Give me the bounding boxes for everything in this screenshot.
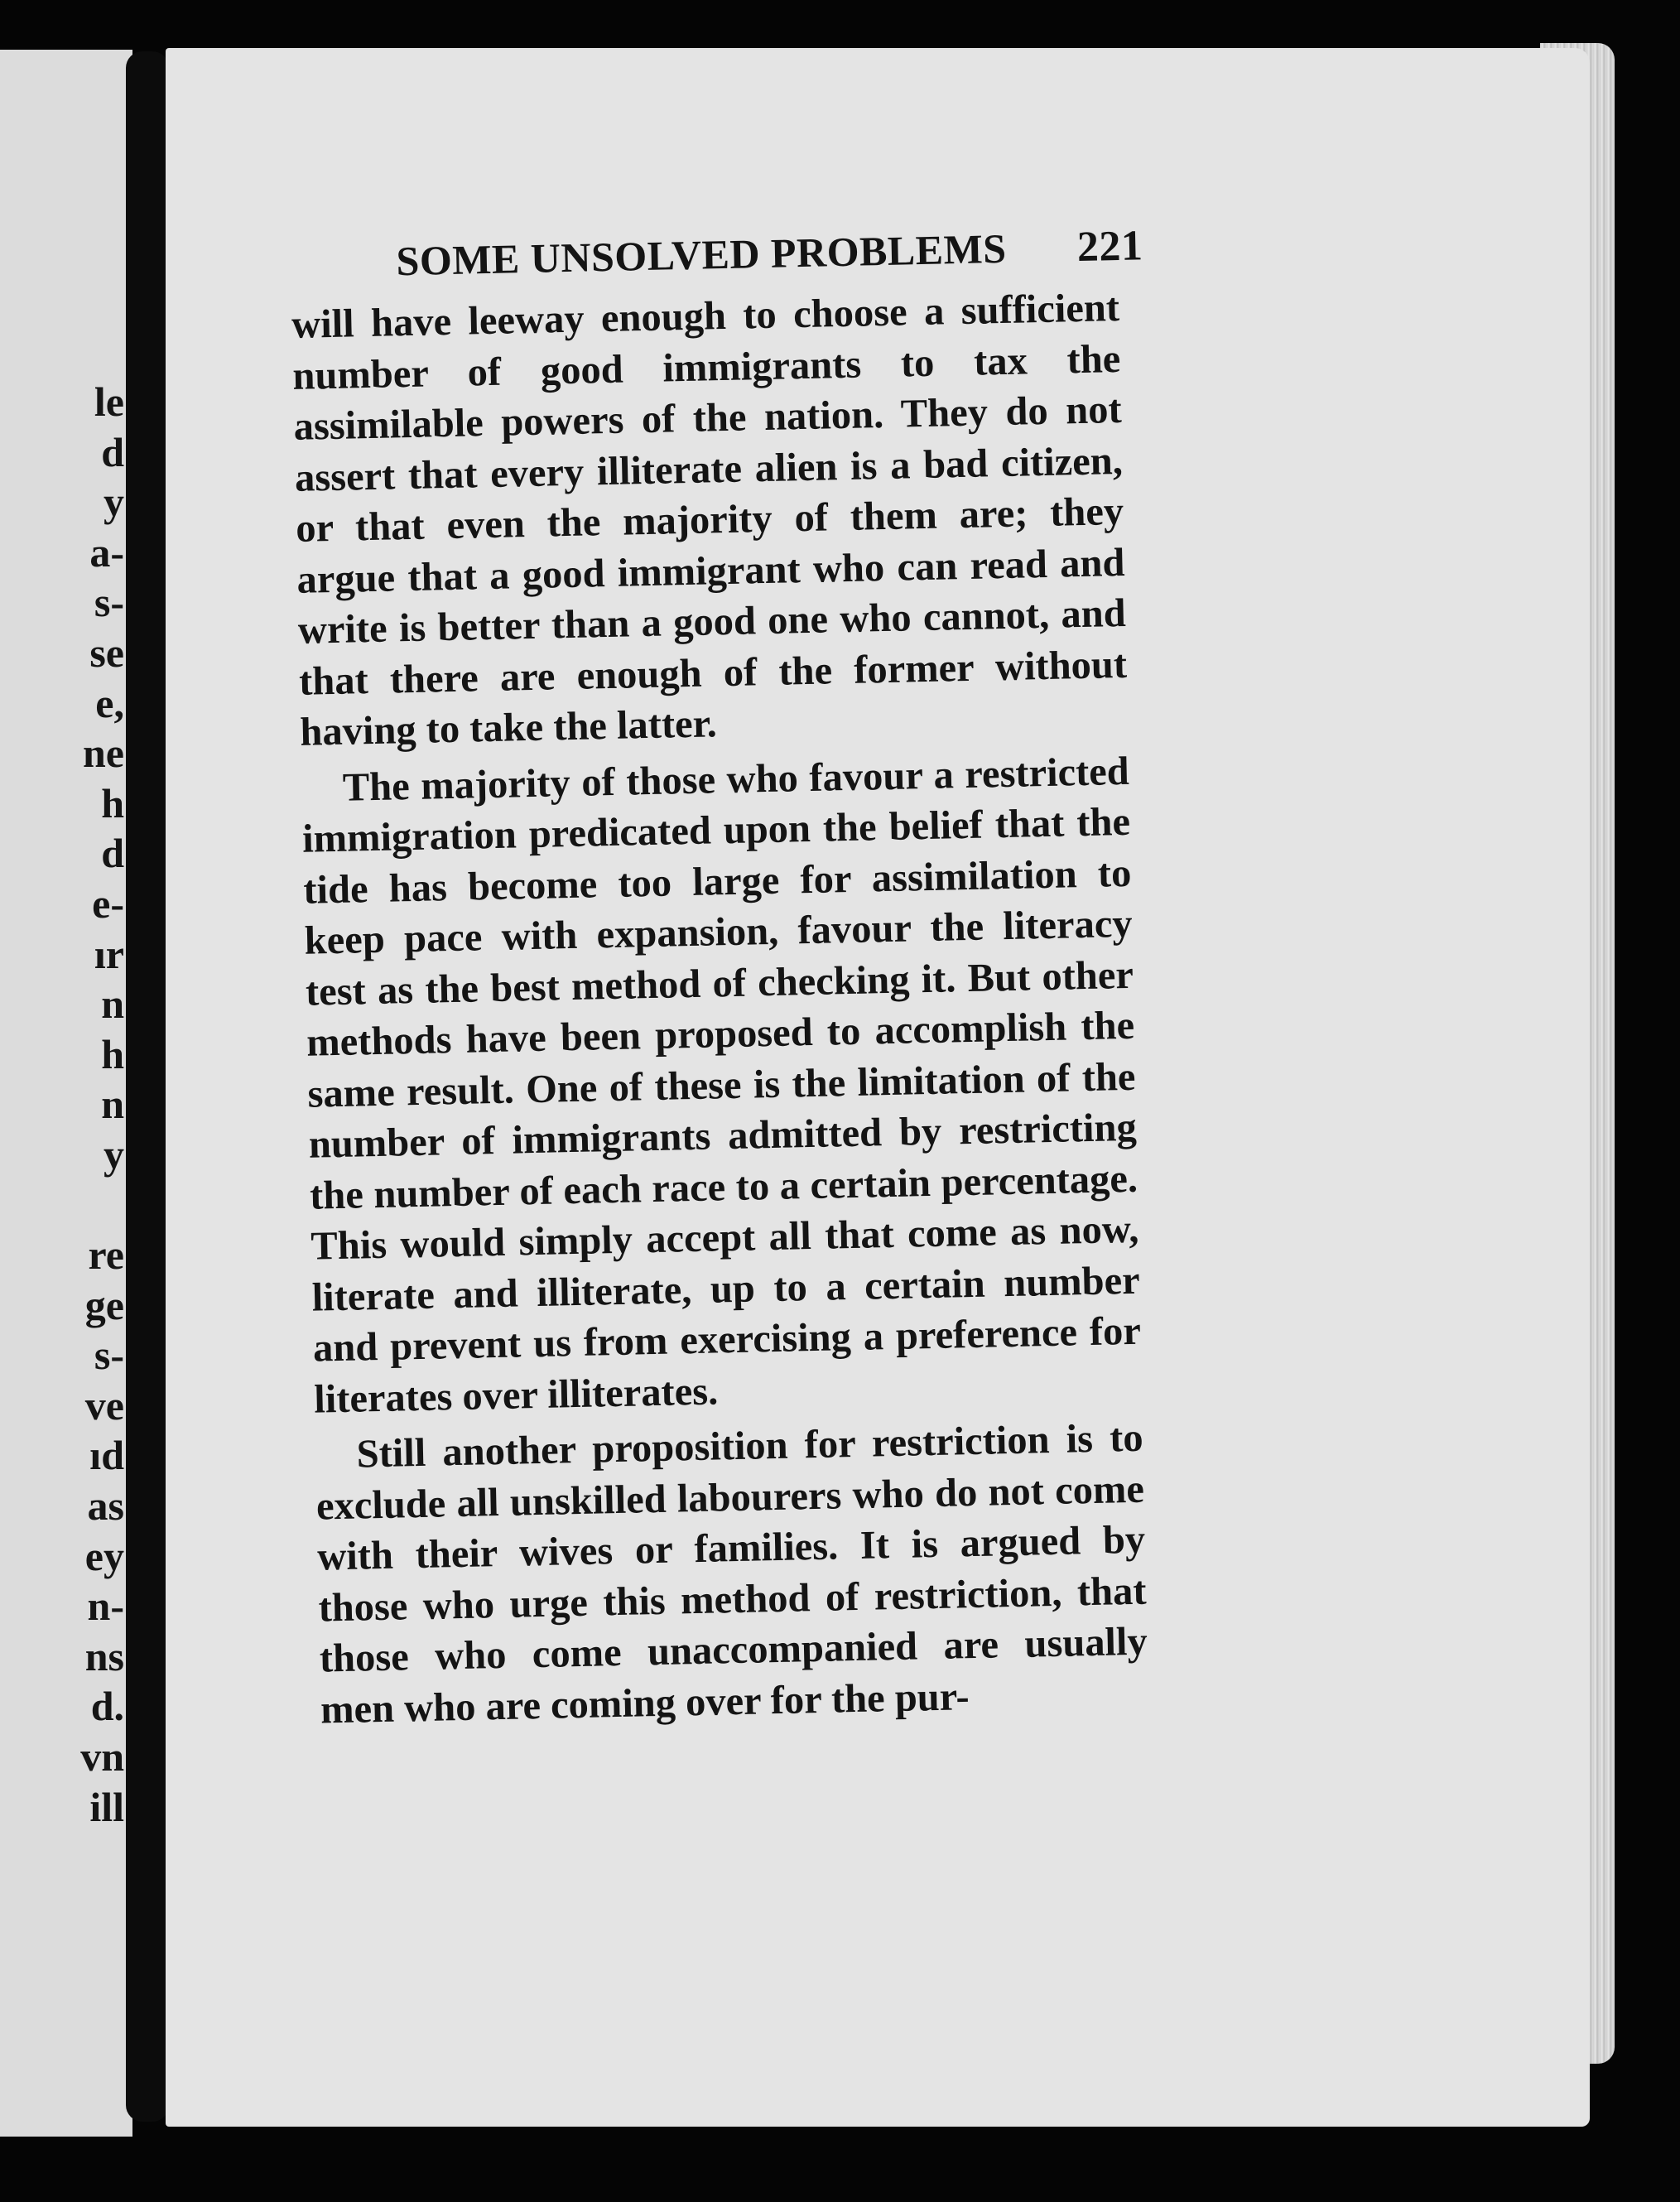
left-page-line-fragment: re: [88, 1231, 124, 1279]
left-page-line-endings: [0, 377, 124, 1832]
left-page-line-fragment: y: [103, 1130, 124, 1178]
left-page-line-fragment: s-: [94, 579, 124, 626]
left-page-line-fragment: le: [94, 378, 124, 425]
paragraph-1: will have leeway enough to choose a sufficient number of good immigrants to tax the assimilable powers of the nation. They do not assert that every illiterate alien is a bad citizen, or that even the majority of them are; they argue that a good immigrant who can read and write is better than a good one who cannot, and that there are enough of the former without having to take the latter.: [291, 285, 1128, 754]
left-page-line-fragment: se: [89, 629, 124, 676]
left-page-line-fragment: ır: [94, 930, 124, 977]
left-page-line-fragment: d.: [90, 1683, 124, 1730]
left-page-line-fragment: y: [103, 479, 124, 526]
left-page-line-fragment: ne: [83, 730, 124, 777]
left-page-line-fragment: ıd: [89, 1432, 124, 1479]
left-page-line-fragment: ge: [84, 1281, 124, 1328]
paragraph-3: Still another proposition for restriction is to exclude all unskilled labourers who do not come with their wives or families. It is argued by those who urge this method of restriction, that those who come unaccompanied are usually men who are coming over for the pur-: [315, 1415, 1148, 1732]
page-content: [248, 221, 1174, 1741]
left-page-line-fragment: a-: [89, 528, 124, 576]
left-page-line-fragment: ve: [84, 1381, 124, 1429]
left-page-line-fragment: n-: [87, 1583, 124, 1630]
left-page-line-fragment: vn: [80, 1733, 124, 1780]
left-page-line-fragment: d: [101, 428, 124, 475]
left-page-fragment: [0, 50, 132, 2137]
left-page-line-fragment: as: [87, 1482, 124, 1530]
left-page-line-fragment: n: [101, 981, 124, 1028]
body-text: [291, 282, 1149, 1736]
left-page-line-fragment: n: [101, 1081, 124, 1128]
left-page-line-fragment: h: [101, 779, 124, 826]
left-page-line-fragment: ey: [84, 1532, 124, 1579]
book-gutter: [126, 51, 169, 2122]
left-page-line-fragment: [0, 1180, 124, 1231]
left-page-line-fragment: s-: [94, 1332, 124, 1379]
page-number: 221: [1076, 222, 1143, 272]
left-page-line-fragment: ns: [84, 1632, 124, 1679]
paragraph-2: The majority of those who favour a restricted immigration predicated upon the belief that the tide has become too large for assimilation to keep pace with expansion, favour the literacy test as the best method of checking it. But other methods have been proposed to accomplish the same result. One of these is the limitation of the number of immigrants admitted by restricting the number of each race to a certain percentage. This would simply accept all that come as now, literate and illiterate, up to a certain number and prevent us from exercising a preference for literates over illiterates.: [301, 749, 1142, 1422]
running-head-title: SOME UNSOLVED PROBLEMS: [395, 224, 1008, 285]
left-page-line-fragment: e,: [95, 679, 124, 726]
left-page-line-fragment: d: [101, 830, 124, 877]
left-page-line-fragment: h: [101, 1030, 124, 1077]
left-page-line-fragment: ill: [89, 1783, 124, 1830]
left-page-line-fragment: e-: [92, 879, 124, 927]
